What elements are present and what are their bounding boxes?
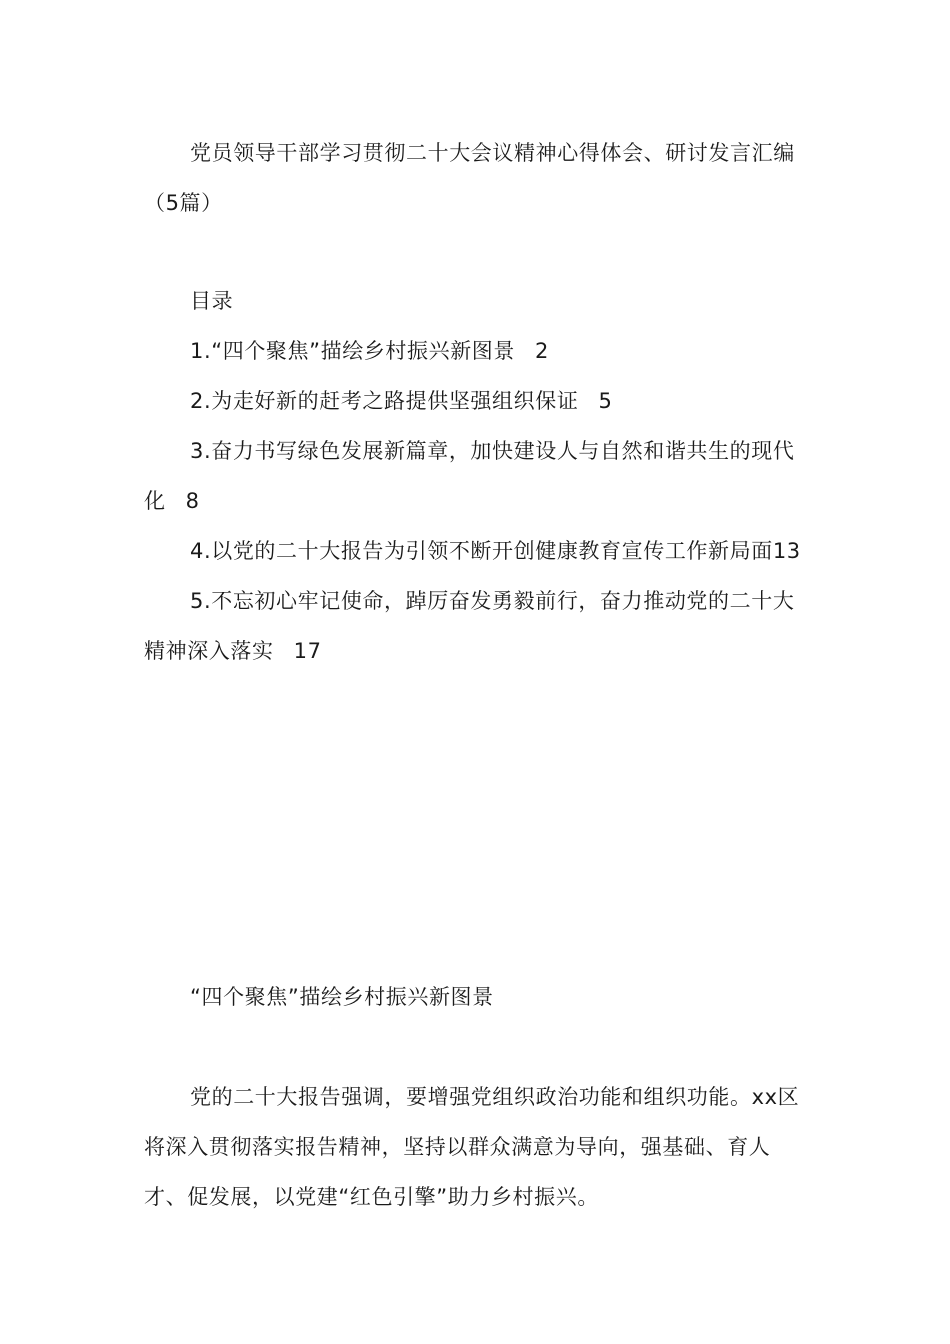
toc-item-title: 4.以党的二十大报告为引领不断开创健康教育宣传工作新局面 [190,539,773,563]
toc-item-title: 5.不忘初心牢记使命，踔厉奋发勇毅前行，奋力推动党的二十大精神深入落实 [144,589,795,663]
toc-item-page: 17 [293,639,322,663]
table-of-contents [144,326,809,676]
toc-item-title: 2.为走好新的赶考之路提供坚强组织保证 [190,389,579,413]
toc-item-page: 2 [535,339,549,363]
toc-heading: 目录 [190,289,234,313]
toc-item[interactable] [144,526,809,576]
toc-item[interactable] [144,426,809,526]
toc-item-page: 8 [185,489,200,513]
document-title: 党员领导干部学习贯彻二十大会议精神心得体会、研讨发言汇编（5篇） [144,141,795,215]
section-title: “四个聚焦”描绘乡村振兴新图景 [190,985,494,1009]
body-paragraph: 党的二十大报告强调，要增强党组织政治功能和组织功能。xx区将深入贯彻落实报告精神，坚持以群众满意为导向，强基础、育人才、促发展，以党建“红色引擎”助力乡村振兴。 [144,1085,800,1209]
toc-item[interactable] [144,376,809,426]
toc-item[interactable] [144,326,809,376]
toc-item-title: 3.奋力书写绿色发展新篇章，加快建设人与自然和谐共生的现代化 [144,439,795,513]
toc-item-title: 1.“四个聚焦”描绘乡村振兴新图景 [190,339,515,363]
toc-item-page: 13 [772,539,801,563]
toc-item[interactable] [144,576,809,676]
toc-item-page: 5 [598,389,613,413]
